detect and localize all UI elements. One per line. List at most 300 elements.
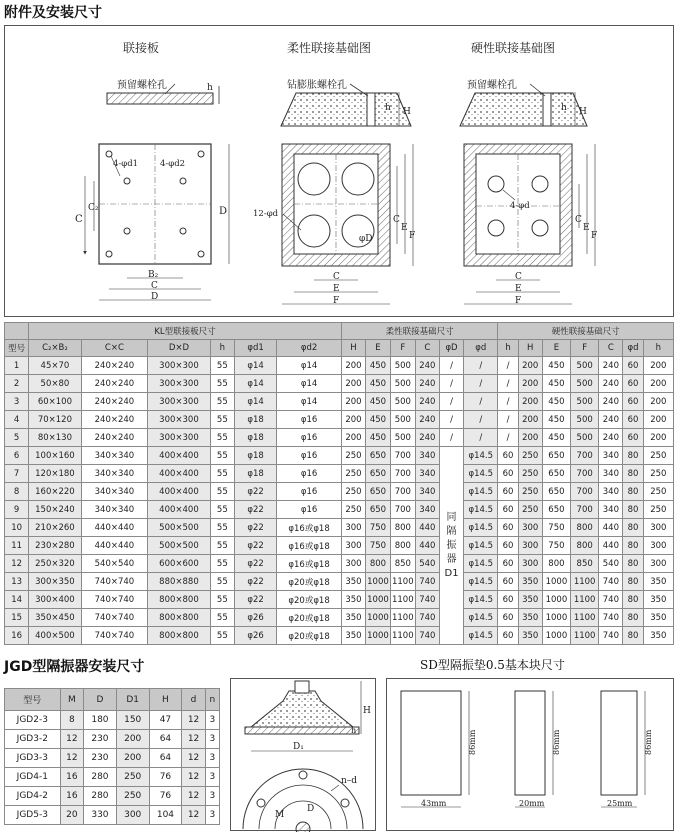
table-cell: 1100 [390,627,415,645]
table-cell: 740×740 [81,573,148,591]
table-cell: 3 [205,806,219,825]
jgd-model-cell: JGD3-2 [5,730,61,749]
table-cell: φ14 [234,357,276,375]
table-cell: 16 [60,787,83,806]
table-cell: 55 [210,591,234,609]
kl-h-label: h [207,83,213,93]
table-row [5,519,674,537]
table-cell: 800×800 [148,591,211,609]
table-cell: 800 [571,537,599,555]
table-cell: 700 [390,501,415,519]
table-cell: / [498,393,518,411]
table-cell: 300 [643,555,673,573]
table-cell: φ14.5 [464,519,498,537]
table-cell: 76 [149,787,182,806]
table-cell: φ18 [234,447,276,465]
table-cell: 16 [60,768,83,787]
table-cell: 200 [341,429,365,447]
flex-f-right-label: F [409,231,416,241]
note-char: D1 [444,567,459,579]
table-cell: 1100 [571,609,599,627]
rigid-column-header: h [643,340,673,357]
jgd-isolator-profile [251,691,353,727]
table-cell: 800×800 [148,609,211,627]
table-cell: 700 [571,447,599,465]
table-cell: 740 [415,573,439,591]
table-cell: 200 [518,429,542,447]
flexible-foundation-drawing [253,78,415,306]
table-cell: 80×130 [29,429,81,447]
table-cell: 350 [643,573,673,591]
jgd-drawing-panel [230,678,376,831]
kl-c-bottom-label: C [151,281,158,291]
table-row [5,627,674,645]
table-cell: / [498,411,518,429]
table-cell: 60 [498,609,518,627]
kl-column-header: D×D [148,340,211,357]
table-cell: 80 [623,447,643,465]
table-cell: 120×180 [29,465,81,483]
table-cell: 60 [498,627,518,645]
table-cell: 240 [599,411,623,429]
table-cell: 160×220 [29,483,81,501]
kl-group-header: KL型联接板尺寸 [29,323,342,340]
table-cell: φ16 [277,483,342,501]
table-cell: 200 [643,411,673,429]
table-cell: 340 [599,501,623,519]
table-cell: 800 [571,519,599,537]
note-char: 同 [446,511,457,523]
table-cell: 12 [182,768,205,787]
table-cell: 650 [542,465,570,483]
table-cell: 750 [366,519,391,537]
kl-plate-side-view [107,93,213,104]
kl-c-label: C [75,214,83,225]
table-cell: 60 [623,429,643,447]
table-cell: 300 [518,537,542,555]
table-cell: 740 [599,627,623,645]
table-cell: 240 [599,357,623,375]
jgd-nd-label: n–d [341,776,358,786]
table-cell: 250 [518,483,542,501]
table-row [5,711,220,730]
rigid-column-header: H [518,340,542,357]
table-cell: 340 [599,465,623,483]
table-row [5,573,674,591]
table-cell: 280 [84,787,117,806]
table-cell: 440×440 [81,537,148,555]
table-cell: 880×880 [148,573,211,591]
table-cell: 250 [341,483,365,501]
table-cell: 450 [542,429,570,447]
table-row [5,465,674,483]
table-cell: 740 [415,627,439,645]
table-cell: 80 [623,537,643,555]
table-cell: 340 [415,447,439,465]
rigid-foundation-title: 硬性联接基础图 [471,41,556,55]
table-cell: 650 [366,447,391,465]
table-cell: 650 [542,501,570,519]
table-cell: 240×240 [81,375,148,393]
model-cell: 11 [5,537,29,555]
table-cell: 450 [366,429,391,447]
table-cell: 1000 [542,609,570,627]
rigid-column-header: E [542,340,570,357]
jgd-model-cell: JGD5-3 [5,806,61,825]
rigid-column-header: F [571,340,599,357]
table-cell: 500×500 [148,537,211,555]
table-cell: 3 [205,711,219,730]
table-cell: 300 [643,537,673,555]
jgd-column-header: 型号 [5,689,61,711]
table-cell: / [464,357,498,375]
jgd-D1-label: D₁ [293,742,304,752]
table-cell: 280 [84,768,117,787]
sd-block-3-width: 25mm [607,799,633,808]
kl-d1-label: 4-φd1 [113,159,139,169]
table-cell: 240 [415,375,439,393]
table-cell: 450 [366,393,391,411]
table-cell: 230×280 [29,537,81,555]
table-row [5,357,674,375]
table-cell: 200 [341,411,365,429]
table-cell: / [464,429,498,447]
spec-corner [5,323,29,340]
table-cell: 340 [415,483,439,501]
table-cell: 12 [182,730,205,749]
table-row [5,447,674,465]
kl-c2-label: C₂ [88,203,99,213]
table-cell: 440 [599,537,623,555]
table-cell: 600×600 [148,555,211,573]
table-cell: φ14.5 [464,555,498,573]
sd-block-2 [515,691,561,808]
table-cell: 740×740 [81,591,148,609]
flex-h-label: h [385,103,391,113]
table-cell: 250×320 [29,555,81,573]
table-row [5,749,220,768]
table-cell: 250 [341,447,365,465]
table-cell: 150 [116,711,149,730]
table-cell: 250 [341,501,365,519]
table-cell: 55 [210,555,234,573]
table-cell: 1000 [542,573,570,591]
model-cell: 4 [5,411,29,429]
table-cell: 300 [518,555,542,573]
model-cell: 2 [5,375,29,393]
table-cell: 60 [498,465,518,483]
table-cell: 340×340 [81,501,148,519]
rigid-e-right-label: E [583,223,590,233]
table-cell: 350 [643,609,673,627]
table-cell: 47 [149,711,182,730]
table-cell: φ18 [234,429,276,447]
table-cell: 400×400 [148,501,211,519]
table-cell: 650 [542,483,570,501]
table-cell: 200 [643,393,673,411]
table-cell: 300×350 [29,573,81,591]
table-cell: 300 [341,537,365,555]
flex-f-label: F [333,296,340,306]
table-cell: 700 [571,465,599,483]
table-cell: 300×300 [148,357,211,375]
table-cell: 60 [498,519,518,537]
sd-block-3 [601,691,653,808]
table-cell: 500 [390,357,415,375]
table-cell: φ16 [277,465,342,483]
table-cell: 740 [415,591,439,609]
table-cell: φ14.5 [464,627,498,645]
kl-d-label: D [219,206,228,217]
table-cell: 1000 [366,591,391,609]
rigid-c-label: C [515,272,522,282]
table-cell: 500 [390,411,415,429]
table-cell: φ14.5 [464,591,498,609]
table-cell: φ14 [277,357,342,375]
table-cell: 240 [415,393,439,411]
table-cell: φ22 [234,573,276,591]
table-cell: φ16 [277,501,342,519]
flex-H-label: H [403,107,411,117]
table-cell: 64 [149,730,182,749]
rigid-f-right-label: F [591,231,598,241]
table-cell: φ18 [234,465,276,483]
flex-hole-label: 钻膨胀螺栓孔 [287,80,347,91]
table-cell: 60 [623,411,643,429]
table-cell: 350 [518,609,542,627]
table-cell: 500 [571,357,599,375]
kl-d2-label: 4-φd2 [160,159,186,169]
jgd-model-cell: JGD2-3 [5,711,61,730]
table-cell: 230 [84,730,117,749]
table-cell: 60 [498,483,518,501]
table-cell: 55 [210,519,234,537]
table-cell: 55 [210,627,234,645]
table-cell: 300×300 [148,393,211,411]
table-cell: 650 [542,447,570,465]
table-row [5,555,674,573]
table-cell: 3 [205,749,219,768]
table-cell: 740 [599,591,623,609]
table-cell: 60 [623,357,643,375]
table-cell: 350×450 [29,609,81,627]
table-cell: 200 [643,357,673,375]
table-cell: 250 [116,787,149,806]
table-cell: 740×740 [81,627,148,645]
flex-e-label: E [333,284,340,294]
kl-column-header: h [210,340,234,357]
table-cell: 540×540 [81,555,148,573]
table-cell: 800×800 [148,627,211,645]
table-cell: φ14.5 [464,573,498,591]
table-cell: 400×400 [148,465,211,483]
spec-table [4,322,674,645]
table-cell: 700 [571,483,599,501]
drawing-panel [4,25,674,317]
table-cell: 3 [205,730,219,749]
table-cell: 500 [571,429,599,447]
note-char: 隔 [446,525,457,537]
table-cell: 400×400 [148,483,211,501]
table-cell: 55 [210,375,234,393]
table-cell: 55 [210,573,234,591]
table-cell: / [498,375,518,393]
kl-column-header: φd1 [234,340,276,357]
table-cell: φ16或φ18 [277,519,342,537]
spec-column-headers [5,340,674,357]
table-cell: 200 [518,375,542,393]
table-cell: 55 [210,411,234,429]
table-cell: 200 [341,393,365,411]
table-cell: φ14 [234,375,276,393]
table-cell: 55 [210,357,234,375]
sd-drawing-panel [386,678,674,831]
table-cell: 80 [623,501,643,519]
flex-e-right-label: E [401,223,408,233]
table-cell: 740 [415,609,439,627]
sd-section-title: SD型隔振垫0.5基本块尺寸 [420,658,565,672]
table-cell: 250 [518,501,542,519]
rigid-d-label: 4-φd [510,201,530,211]
table-cell: 750 [366,537,391,555]
table-cell: 250 [518,447,542,465]
table-cell: 450 [542,375,570,393]
flexible-column-header: C [415,340,439,357]
jgd-table [4,688,220,825]
table-cell: 450 [366,375,391,393]
table-cell: 3 [205,787,219,806]
table-cell: 60 [498,537,518,555]
table-cell: 300×300 [148,375,211,393]
table-row [5,537,674,555]
table-cell: 500 [390,375,415,393]
table-cell: φ14 [277,375,342,393]
table-cell: 740 [599,609,623,627]
table-cell: 240 [415,429,439,447]
table-cell: 240×240 [81,393,148,411]
model-cell: 7 [5,465,29,483]
kl-column-header: C×C [81,340,148,357]
table-cell: 340×340 [81,465,148,483]
table-row [5,787,220,806]
table-cell: 340 [415,465,439,483]
table-cell: / [439,375,463,393]
table-cell: 500 [571,411,599,429]
table-cell: 350 [341,609,365,627]
table-cell: 350 [341,573,365,591]
table-cell: 1100 [390,609,415,627]
table-cell: φ22 [234,555,276,573]
table-cell: 740 [599,573,623,591]
flexible-column-header: F [390,340,415,357]
table-cell: φ18 [234,411,276,429]
rigid-column-header: φd [623,340,643,357]
table-cell: 210×260 [29,519,81,537]
table-cell: 650 [366,501,391,519]
model-header: 型号 [5,340,29,357]
table-cell: 3 [205,768,219,787]
table-cell: 55 [210,483,234,501]
sd-block-3-height: 86mm [644,729,653,755]
jgd-column-header: D [84,689,117,711]
table-cell: 1100 [390,573,415,591]
table-cell: 350 [643,591,673,609]
table-cell: 740×740 [81,609,148,627]
jgd-H-label: H [363,706,371,716]
rigid-h-label: h [561,103,567,113]
table-cell: 12 [182,711,205,730]
table-cell: 80 [623,519,643,537]
table-row [5,483,674,501]
table-cell: 340 [599,483,623,501]
table-cell: φ20或φ18 [277,627,342,645]
table-cell: φ26 [234,609,276,627]
table-cell: 250 [116,768,149,787]
table-row [5,411,674,429]
table-cell: 200 [116,730,149,749]
table-cell: 76 [149,768,182,787]
table-cell: 340 [415,501,439,519]
table-cell: φ22 [234,519,276,537]
table-cell: 1000 [366,627,391,645]
jgd-h-label: h [351,726,357,735]
flexible-foundation-title: 柔性联接基础图 [287,41,372,55]
table-cell: / [439,357,463,375]
table-cell: 1100 [571,591,599,609]
table-cell: 500 [390,393,415,411]
table-cell: 450 [542,411,570,429]
table-cell: 440 [415,519,439,537]
table-cell: 80 [623,573,643,591]
table-cell: 60 [498,573,518,591]
table-cell: 850 [390,555,415,573]
table-cell: φ26 [234,627,276,645]
table-row [5,375,674,393]
table-cell: φ14 [234,393,276,411]
table-cell: 12 [60,730,83,749]
sd-block-1-height: 86mm [468,729,477,755]
table-cell: / [464,393,498,411]
table-cell: φ16 [277,447,342,465]
table-cell: 240×240 [81,411,148,429]
table-cell: 55 [210,501,234,519]
table-cell: 8 [60,711,83,730]
rigid-hole-label: 预留螺栓孔 [467,80,517,91]
kl-d-bottom-label: D [151,292,159,302]
table-cell: 80 [623,591,643,609]
table-cell: 180 [84,711,117,730]
table-cell: 250 [341,465,365,483]
table-cell: 500 [571,393,599,411]
table-cell: 250 [643,501,673,519]
table-cell: 540 [599,555,623,573]
table-cell: 800 [390,537,415,555]
jgd-D-label: D [307,804,315,814]
table-cell: 1000 [366,573,391,591]
table-cell: 12 [182,806,205,825]
table-cell: 80 [623,483,643,501]
sd-block-1-width: 43mm [421,799,447,808]
table-cell: 300 [341,519,365,537]
table-cell: / [464,375,498,393]
table-cell: 300 [116,806,149,825]
table-cell: φ20或φ18 [277,591,342,609]
model-cell: 16 [5,627,29,645]
table-cell: 340×340 [81,483,148,501]
table-cell: 55 [210,465,234,483]
model-cell: 14 [5,591,29,609]
table-cell: φ14 [277,393,342,411]
